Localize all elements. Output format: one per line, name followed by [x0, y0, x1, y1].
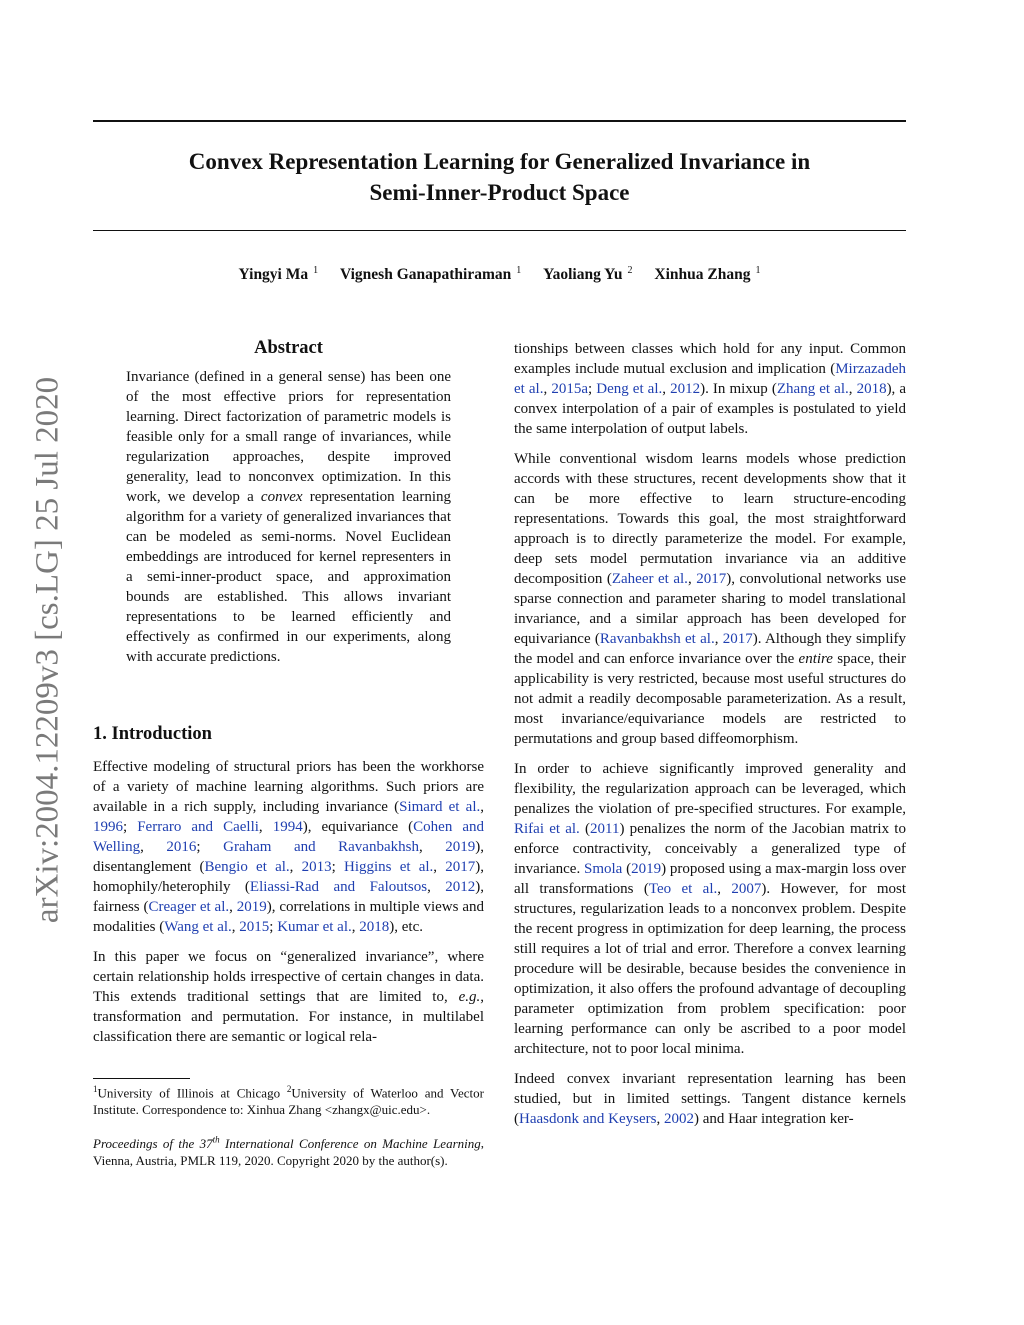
abstract-heading: Abstract: [254, 338, 323, 358]
author-list: [93, 265, 906, 284]
text: ;: [196, 839, 224, 855]
title-line-2: Semi-Inner-Product Space: [369, 180, 630, 205]
affiliation-mark: 1: [755, 265, 761, 276]
text: ;: [269, 919, 278, 935]
paragraph: [514, 1069, 906, 1129]
text: International Conference on Machine Learning: [219, 1135, 481, 1151]
text: Proceedings of the: [93, 1135, 200, 1151]
citation-link[interactable]: Eliassi-Rad and Faloutsos: [249, 879, 428, 895]
text: 37: [199, 1135, 213, 1151]
text: ,: [229, 899, 237, 915]
paragraph: [514, 759, 906, 1059]
citation-link[interactable]: Creager et al.: [148, 899, 230, 915]
text: ). However, for most structures, regularization leads to a nonconvex problem. Despite the recent progress in optimization for deep learning, the process still requires a lot of trial and error. Therefore a convex learning procedure will be desirable, because besides the convenience in optimization, it also offers the profound advantage of decoupling parameter optimization from problem specification: poor learning performance can only be ascribed to a poor model architecture, not to poor local minima.: [514, 881, 906, 1057]
text: ;: [587, 381, 597, 397]
citation-link[interactable]: 1996: [93, 819, 123, 835]
affiliation-mark: 1: [313, 265, 319, 276]
abstract-emphasis: convex: [260, 489, 303, 505]
citation-link[interactable]: 2017: [696, 571, 727, 587]
text: (: [579, 821, 590, 837]
right-column: [514, 339, 906, 1139]
author-name: Vignesh Ganapathiraman: [340, 266, 512, 283]
citation-link[interactable]: 2011: [590, 821, 620, 837]
text: ,: [717, 881, 732, 897]
text: ), a convex interpolation of a pair of examples is postulated to yield the same interpolation of output labels.: [514, 381, 907, 437]
text: ,: [351, 919, 360, 935]
text: , transformation and permutation. For instance, in multilabel classification there are semantic or logical rela-: [93, 989, 484, 1045]
citation-link[interactable]: Zaheer et al.: [611, 571, 688, 587]
text: In this paper we focus on “generalized invariance”, where certain relationship holds irrespective of certain changes in data. This extends traditional settings that are limited to,: [93, 949, 484, 1005]
title-line-1: Convex Representation Learning for Generalized Invariance in: [188, 149, 811, 174]
citation-link[interactable]: Wang et al.: [164, 919, 232, 935]
citation-link[interactable]: 2015: [239, 919, 270, 935]
citation-link[interactable]: 2007: [731, 881, 762, 897]
abstract-section: [126, 337, 451, 677]
author: [340, 266, 521, 283]
text: th: [212, 1134, 220, 1145]
abstract-text: [126, 367, 451, 667]
citation-link[interactable]: 2017: [445, 859, 476, 875]
paragraph: [514, 449, 906, 749]
text: ,: [480, 799, 484, 815]
text: ,: [714, 631, 723, 647]
citation-link[interactable]: 2012: [670, 381, 701, 397]
emphasis: e.g.: [458, 989, 481, 1005]
abstract-text-part: representation learning algorithm for a variety of generalized invariances that can be modeled as semi-norms. Novel Euclidean embeddings are introduced for kernel representers in a semi-inner-product space, and approximation bounds are established. This allows invariant representations to be learned efficiently and effectively as confirmed in our experiments, along with accurate predictions.: [126, 489, 451, 665]
title-top-rule: [93, 120, 906, 122]
arxiv-stamp[interactable]: arXiv:2004.12209v3 [cs.LG] 25 Jul 2020: [29, 376, 66, 924]
proceedings-footnote: [93, 1131, 484, 1168]
text: ), fairness (: [93, 879, 484, 915]
text: space, their applicability is very restricted, because most useful structures do not admit a readily decomposable parameterization. As a result, most invariance/equivariance models are restricted to permutations and group based diffeomorphism.: [514, 651, 906, 747]
text: , Vienna, Austria, PMLR 119, 2020. Copyright 2020 by the author(s).: [93, 1135, 484, 1168]
text: ), etc.: [389, 919, 423, 935]
text: ). In mixup (: [700, 381, 777, 397]
citation-link[interactable]: Bengio et al.: [204, 859, 290, 875]
citation-link[interactable]: 2019: [631, 861, 662, 877]
text: Indeed convex invariant representation learning has been studied, but in limited settings. Tangent distance kernels (: [514, 1071, 906, 1127]
text: ,: [140, 839, 167, 855]
proceedings-emphasis: [93, 1136, 481, 1151]
text: University of Waterloo and Vector Institute. Correspondence to: Xinhua Zhang <zhangx@uic.edu>.: [93, 1085, 484, 1118]
introduction-section: [93, 723, 484, 1057]
citation-link[interactable]: 2002: [663, 1111, 694, 1127]
citation-link[interactable]: Graham and Ravanbakhsh: [223, 839, 419, 855]
text: ,: [258, 819, 273, 835]
text: ), disentanglement (: [93, 839, 484, 875]
citation-link[interactable]: Mirzazadeh et al.: [514, 361, 906, 397]
citation-link[interactable]: 2018: [856, 381, 887, 397]
text: ,: [433, 859, 446, 875]
text: ) and Haar integration ker-: [693, 1111, 854, 1127]
author: [654, 266, 760, 283]
citation-link[interactable]: Smola: [584, 861, 623, 877]
text: ,: [231, 919, 240, 935]
text: ), equivariance (: [302, 819, 414, 835]
text: ,: [418, 839, 446, 855]
text: (: [622, 861, 632, 877]
citation-link[interactable]: Zhang et al.: [776, 381, 849, 397]
paper-title: [93, 146, 906, 208]
text: ), convolutional networks use sparse connection and parameter sharing to model translational invariance, and a similar approach has been developed for equivariance (: [514, 571, 907, 647]
author-name: Yaoliang Yu: [543, 266, 623, 283]
citation-link[interactable]: 2015a: [551, 381, 588, 397]
citation-link[interactable]: Kumar et al.: [277, 919, 352, 935]
text: ,: [687, 571, 697, 587]
text: While conventional wisdom learns models whose prediction accords with these structures, recent developments show that it can be more effective to learn structure-encoding representations. Towards this goal, the most straightforward approach is to directly parameterize the model. For example, deep sets model permutation invariance via an additive decomposition (: [514, 451, 906, 587]
citation-link[interactable]: Deng et al.: [596, 381, 663, 397]
text: ,: [289, 859, 302, 875]
paragraph: [93, 757, 484, 937]
affiliation-mark: 2: [627, 265, 633, 276]
author: [239, 266, 319, 283]
author-name: Xinhua Zhang: [654, 266, 751, 283]
citation-link[interactable]: Ferraro and Caelli: [137, 819, 259, 835]
footnote-mark: 1: [93, 1084, 98, 1094]
text: Effective modeling of structural priors has been the workhorse of a variety of machine learning algorithms. Such priors are available in a rich supply, including invariance (: [93, 759, 484, 815]
citation-link[interactable]: Ravanbakhsh et al.: [599, 631, 715, 647]
title-bottom-rule: [93, 230, 906, 231]
citation-link[interactable]: 2016: [166, 839, 197, 855]
citation-link[interactable]: 2019: [445, 839, 476, 855]
footnotes: [93, 1081, 484, 1182]
abstract-text-part: Invariance (defined in a general sense) has been one of the most effective priors for representation learning. Direct factorization of parametric models is feasible only for a small range of invariances, while regularization approaches, despite improved generality, lead to nonconvex optimization. In this work, we develop a: [126, 369, 451, 505]
citation-link[interactable]: Teo et al.: [648, 881, 718, 897]
citation-link[interactable]: 2018: [359, 919, 390, 935]
text: ), homophily/heterophily (: [93, 859, 484, 895]
citation-link[interactable]: Cohen and Welling: [93, 819, 485, 855]
citation-link[interactable]: Higgins et al.: [343, 859, 434, 875]
author-name: Yingyi Ma: [238, 266, 309, 283]
text: ,: [427, 879, 446, 895]
text: ,: [656, 1111, 664, 1127]
citation-link[interactable]: Rifai et al.: [514, 821, 580, 837]
text: ). Although they simplify the model and can enforce invariance over the: [514, 631, 907, 667]
paragraph: [514, 339, 906, 439]
text: tionships between classes which hold for any input. Common examples include mutual exclusion and implication (: [514, 341, 906, 377]
affiliation-mark: 1: [516, 265, 522, 276]
text: University of Illinois at Chicago: [97, 1085, 287, 1101]
text: ) proposed using a max-margin loss over all transformations (: [514, 861, 906, 897]
text: ;: [331, 859, 344, 875]
citation-link[interactable]: 2013: [301, 859, 332, 875]
footnote-rule: [93, 1078, 190, 1079]
section-heading: 1. Introduction: [93, 724, 212, 744]
citation-link[interactable]: 2012: [445, 879, 476, 895]
text: ,: [662, 381, 671, 397]
citation-link[interactable]: Haasdonk and Keysers: [519, 1111, 657, 1127]
footnote-mark: 2: [286, 1084, 292, 1094]
author: [543, 266, 632, 283]
emphasis: entire: [798, 651, 833, 667]
text: ;: [123, 819, 138, 835]
text: ,: [848, 381, 857, 397]
citation-link[interactable]: 1994: [272, 819, 303, 835]
text: ) penalizes the norm of the Jacobian matrix to enforce contractivity, conceivably a generalized type of invariance.: [514, 821, 906, 877]
citation-link[interactable]: 2017: [722, 631, 753, 647]
paragraph: [93, 947, 484, 1047]
text: ), correlations in multiple views and modalities (: [93, 899, 484, 935]
text: In order to achieve significantly improved generality and flexibility, the regularization approach can be leveraged, which penalizes the violation of pre-specified structures. For example,: [514, 761, 906, 817]
text: ,: [543, 381, 552, 397]
citation-link[interactable]: Simard et al.: [399, 799, 481, 815]
citation-link[interactable]: 2019: [236, 899, 267, 915]
affiliation-footnote: [93, 1081, 484, 1118]
